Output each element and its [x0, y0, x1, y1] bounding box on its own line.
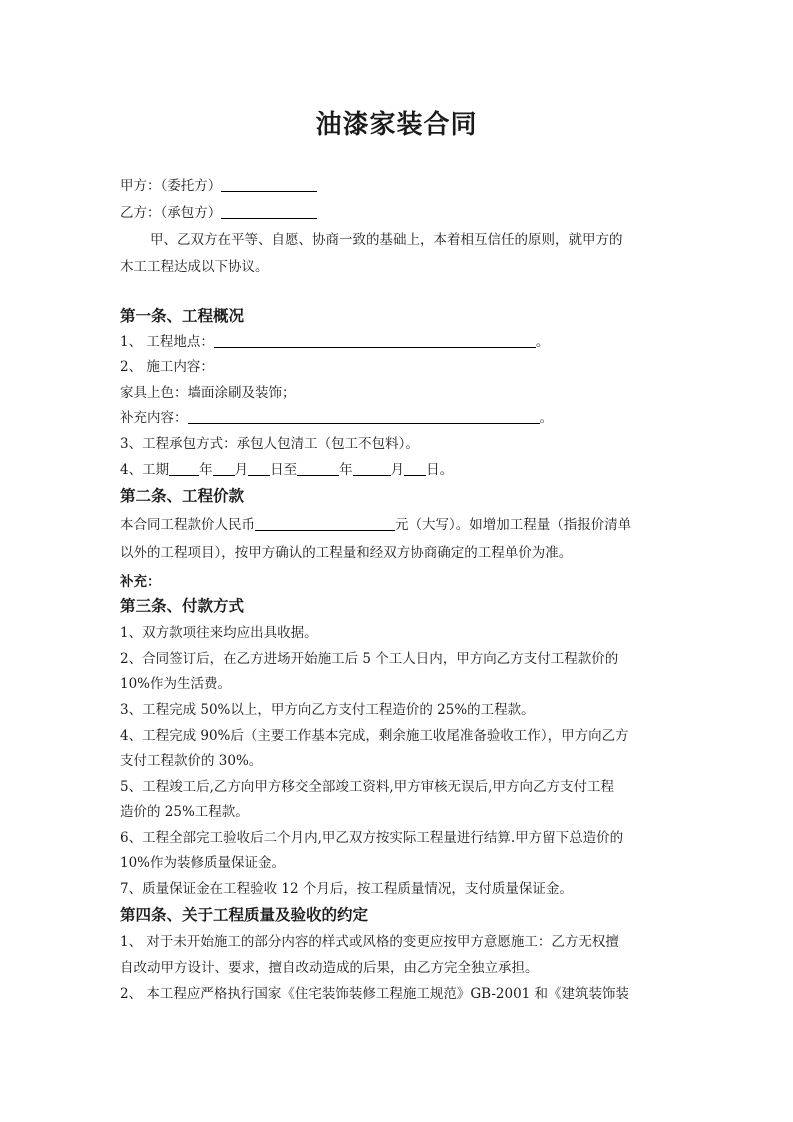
- article3-line: 6、工程全部完工验收后二个月内,甲乙双方按实际工程量进行结算.甲方留下总造价的: [120, 830, 624, 846]
- article4-line: 1、 对于未开始施工的部分内容的样式或风格的变更应按甲方意愿施工：乙方无权擅: [120, 934, 619, 950]
- article1-term-line: [120, 460, 453, 480]
- intro-line-2: 木工工程达成以下协议。: [120, 259, 269, 275]
- term-month: 月: [234, 462, 249, 478]
- location-period: 。: [535, 334, 550, 350]
- term-prefix: 4、工期: [120, 462, 170, 478]
- article1-heading: 第一条、工程概况: [120, 306, 245, 325]
- term-day2-blank: [404, 460, 426, 476]
- article3-heading: 第三条、付款方式: [120, 596, 245, 615]
- article3-line: 10%作为生活费。: [120, 676, 232, 692]
- term-day-end: 日。: [426, 462, 454, 478]
- term-month2: 月: [390, 462, 405, 478]
- article1-content-text: 家具上色：墙面涂刷及装饰；: [120, 385, 296, 401]
- article4-heading: 第四条、关于工程质量及验收的约定: [120, 905, 369, 924]
- term-month2-blank: [353, 460, 391, 476]
- price-blank: [255, 515, 395, 531]
- party-a-label: 甲方：（委托方）: [120, 178, 222, 194]
- article4-line: 2、 本工程应严格执行国家《住宅装饰装修工程施工规范》GB-2001 和《建筑装饰装: [120, 986, 630, 1002]
- term-year2-blank: [297, 460, 339, 476]
- article3-line: 造价的 25%工程款。: [120, 804, 249, 820]
- article2-price-line: [120, 515, 631, 535]
- article1-content-label: 2、 施工内容：: [120, 359, 214, 375]
- location-label: 1、 工程地点：: [120, 334, 214, 350]
- article3-line: 4、工程完成 90%后（主要工作基本完成，剩余施工收尾准备验收工作），甲方向乙方: [120, 728, 629, 744]
- supplement-label: 补充内容：: [120, 410, 188, 426]
- party-b-label: 乙方：（承包方）: [120, 205, 222, 221]
- article3-line: 5、工程竣工后,乙方向甲方移交全部竣工资料,甲方审核无误后,甲方向乙方支付工程: [120, 779, 614, 795]
- document-title: 油漆家装合同: [315, 110, 478, 140]
- article1-supplement-line: [120, 408, 553, 428]
- article2-line-2: 以外的工程项目），按甲方确认的工程量和经双方协商确定的工程单价为准。: [120, 545, 573, 561]
- party-b-line: [120, 203, 317, 223]
- article4-line: 自改动甲方设计、要求，擅自改动造成的后果，由乙方完全独立承担。: [120, 960, 539, 976]
- price-prefix: 本合同工程款价人民币: [120, 517, 255, 533]
- article2-supplement: 补充：: [120, 574, 161, 590]
- party-a-blank: [221, 176, 317, 192]
- term-day-to: 日至: [270, 462, 298, 478]
- term-year2: 年: [339, 462, 353, 478]
- term-day-blank: [248, 460, 270, 476]
- price-suffix: 元（大写）。如增加工程量（指报价清单: [395, 517, 632, 533]
- party-b-blank: [221, 203, 317, 219]
- term-month-blank: [213, 460, 235, 476]
- term-year: 年: [199, 462, 213, 478]
- article3-line: 1、双方款项往来均应出具收据。: [120, 625, 318, 641]
- term-year-blank: [169, 460, 199, 476]
- article3-line: 3、工程完成 50%以上，甲方向乙方支付工程造价的 25%的工程款。: [120, 702, 535, 718]
- article1-location-line: [120, 332, 549, 352]
- intro-line-1: 甲、乙双方在平等、自愿、协商一致的基础上，本着相互信任的原则，就甲方的: [150, 232, 623, 248]
- article3-line: 支付工程款价的 30%。: [120, 753, 263, 769]
- party-a-line: [120, 176, 317, 196]
- article2-heading: 第二条、工程价款: [120, 486, 245, 505]
- article1-contract-mode: 3、工程承包方式：承包人包清工（包工不包料）。: [120, 436, 419, 452]
- location-blank: [214, 332, 536, 348]
- article3-line: 7、质量保证金在工程验收 12 个月后，按工程质量情况，支付质量保证金。: [120, 881, 573, 897]
- article3-line: 10%作为装修质量保证金。: [120, 855, 286, 871]
- supplement-blank: [188, 408, 540, 424]
- supplement-period: 。: [539, 410, 553, 426]
- article3-line: 2、合同签订后，在乙方进场开始施工后 5 个工人日内，甲方向乙方支付工程款价的: [120, 651, 619, 667]
